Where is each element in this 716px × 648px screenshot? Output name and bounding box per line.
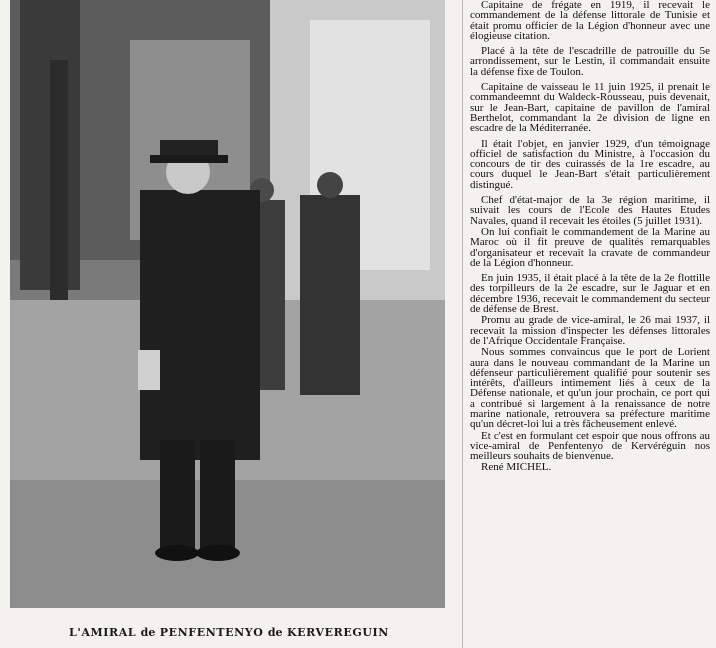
- caption-particle: de: [267, 626, 283, 639]
- article-paragraph: En juin 1935, il était placé à la tête de la 2e flottille des torpilleurs de la 2e escadre, sur le Jaguar et en décembre 1936, recevait le commandement du secteur de défense de Brest.: [470, 272, 710, 316]
- admiral-photograph: [10, 0, 445, 608]
- caption-surname: KERVEREGUIN: [287, 626, 389, 639]
- column-divider: [462, 0, 463, 648]
- article-signature: René MICHEL.: [481, 461, 552, 474]
- article-paragraph: Et c'est en formulant cet espoir que nous offrons au vice-amiral de Penfentenyo de Kervéréguin nos meilleurs souhaits de bienvenue.: [470, 429, 710, 463]
- photo-illustration: [10, 0, 445, 608]
- article-paragraph: On lui confiait le commandement de la Marine au Maroc où il fit preuve de qualités remarquables d'organisateur et recevait la cravate de commandeur de la Légion d'honneur.: [470, 225, 710, 269]
- article-paragraph: Promu au grade de vice-amiral, le 26 mai 1937, il recevait la mission d'inspecter les défenses littorales de l'Afrique Occidentale Française.: [470, 314, 710, 347]
- caption-particle: de: [140, 626, 156, 639]
- article-paragraph: Nous sommes convaincus que le port de Lorient aura dans le nouveau commandant de la Marine un défenseur particulièrement qualifié pour soutenir ses intérêts, d'ailleurs intimement liés à ceux de la Défense nationale, et qu'un jour prochain, ce port qui a contribué si largement à la renaissance de notre marine nationale, retrouvera sa préfecture maritime qu'un décret-loi lui a très fâcheusement enlevé.: [470, 346, 710, 431]
- article-paragraph: Placé à la tête de l'escadrille de patrouille du 5e arrondissement, sur le Lestin, il commandait ensuite la défense fixe de Toulon.: [470, 45, 710, 78]
- caption-name: PENFENTENYO: [159, 626, 264, 639]
- caption-title: L'AMIRAL: [69, 626, 137, 639]
- photo-caption: [0, 626, 458, 639]
- article-column: [470, 0, 710, 648]
- article-paragraph: Il était l'objet, en janvier 1929, d'un témoignage officiel de satisfaction du Ministre, à l'occasion du concours de tir des cuirassés de la 1re escadre, au cours duquel le Jean-Bart s'était particulièrement distingué.: [470, 137, 710, 191]
- article-paragraph: Capitaine de vaisseau le 11 juin 1925, il prenait le commandeemnt du Waldeck-Rousseau, puis devenait, sur le Jean-Bart, capitaine de pavillon de l'amiral Berthelot, commandant la 2e division de ligne en escadre de la Méditerranée.: [470, 81, 710, 135]
- article-paragraph: Capitaine de frégate en 1919, il recevait le commandement de la défense littorale de Tunisie et était promu officier de la Légion d'honneur avec une élogieuse citation.: [470, 0, 710, 42]
- article-paragraph: Chef d'état-major de la 3e région maritime, il suivait les cours de l'Ecole des Hautes Etudes Navales, quand il recevait les étoiles (5 juillet 1931).: [470, 194, 710, 227]
